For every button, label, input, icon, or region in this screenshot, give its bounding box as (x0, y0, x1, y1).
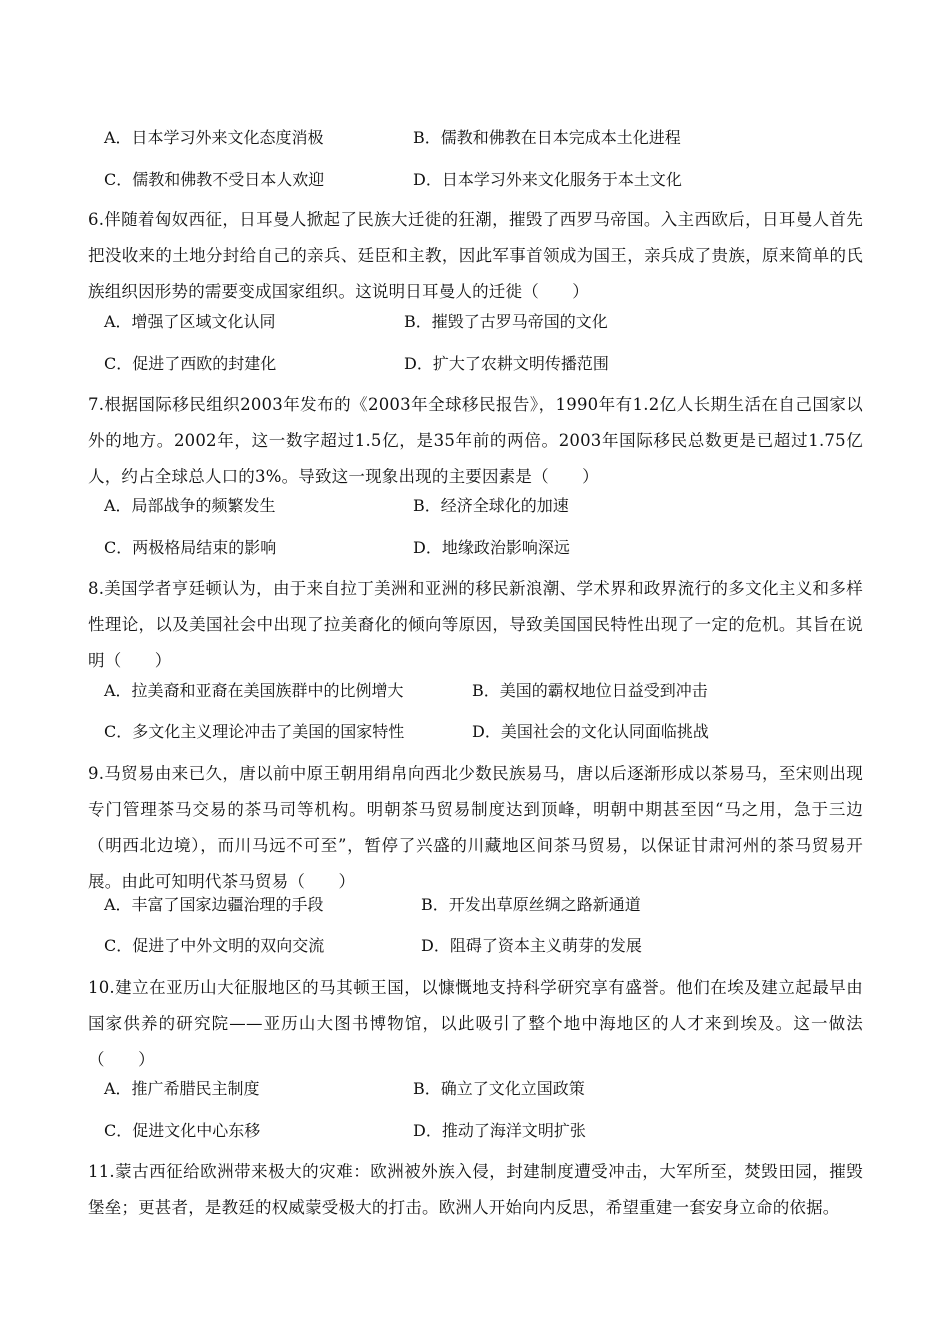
q9-option-a: A．丰富了国家边疆治理的手段 (104, 895, 324, 914)
q7-option-b: B．经济全球化的加速 (413, 496, 569, 515)
q8-option-b: B．美国的霸权地位日益受到冲击 (472, 681, 708, 700)
q5-option-a: A．日本学习外来文化态度消极 (104, 128, 324, 147)
q8-stem: 8.美国学者亨廷顿认为，由于来自拉丁美洲和亚洲的移民新浪潮、学术界和政界流行的多文化主义和多样性理论，以及美国社会中出现了拉美裔化的倾向等原因，导致美国国民特性出现了一定的危机。其旨在说明（ ） (88, 579, 863, 670)
q6-option-d: D．扩大了农耕文明传播范围 (404, 354, 609, 373)
q5-option-b: B．儒教和佛教在日本完成本土化进程 (413, 128, 681, 147)
q9-option-b: B．开发出草原丝绸之路新通道 (421, 895, 641, 914)
q9-option-c: C．促进了中外文明的双向交流 (104, 936, 325, 955)
q10-option-a: A．推广希腊民主制度 (104, 1079, 260, 1098)
q10-stem: 10.建立在亚历山大征服地区的马其顿王国，以慷慨地支持科学研究享有盛誉。他们在埃及建立起最早由国家供养的研究院——亚历山大图书博物馆，以此吸引了整个地中海地区的人才来到埃及。这一做法（ ） (88, 978, 863, 1069)
q6-stem: 6.伴随着匈奴西征，日耳曼人掀起了民族大迁徙的狂潮，摧毁了西罗马帝国。入主西欧后，日耳曼人首先把没收来的土地分封给自己的亲兵、廷臣和主教，因此军事首领成为国王，亲兵成了贵族，原来简单的氏族组织因形势的需要变成国家组织。这说明日耳曼人的迁徙（ ） (88, 210, 863, 301)
q8-option-c: C．多文化主义理论冲击了美国的国家特性 (104, 722, 405, 741)
q10-option-b: B．确立了文化立国政策 (413, 1079, 585, 1098)
q7-option-d: D．地缘政治影响深远 (413, 538, 570, 557)
q10-option-c: C．促进文化中心东移 (104, 1121, 261, 1140)
q6-option-a: A．增强了区域文化认同 (104, 312, 276, 331)
q9-stem: 9.马贸易由来已久，唐以前中原王朝用绢帛向西北少数民族易马，唐以后逐渐形成以茶易马，至宋则出现专门管理茶马交易的茶马司等机构。明朝茶马贸易制度达到顶峰，明朝中期甚至因“马之用，急于三边（明西北边境），而川马远不可至”，暂停了兴盛的川藏地区间茶马贸易，以保证甘肃河州的茶马贸易开展。由此可知明代茶马贸易（ ） (88, 764, 863, 891)
q6-option-c: C．促进了西欧的封建化 (104, 354, 277, 373)
q7-option-a: A．局部战争的频繁发生 (104, 496, 276, 515)
q11-stem: 11.蒙古西征给欧洲带来极大的灾难：欧洲被外族入侵，封建制度遭受冲击，大军所至，焚毁田园，摧毁堡垒；更甚者，是教廷的权威蒙受极大的打击。欧洲人开始向内反思，希望重建一套安身立命的依据。 (88, 1162, 863, 1217)
q7-option-c: C．两极格局结束的影响 (104, 538, 277, 557)
q5-option-c: C．儒教和佛教不受日本人欢迎 (104, 170, 325, 189)
q8-option-d: D．美国社会的文化认同面临挑战 (472, 722, 709, 741)
q5-option-d: D．日本学习外来文化服务于本土文化 (413, 170, 682, 189)
q10-option-d: D．推动了海洋文明扩张 (413, 1121, 586, 1140)
q9-option-d: D．阻碍了资本主义萌芽的发展 (421, 936, 642, 955)
q7-stem: 7.根据国际移民组织2003年发布的《2003年全球移民报告》，1990年有1.2亿人长期生活在自己国家以外的地方。2002年，这一数字超过1.5亿，是35年前的两倍。2003年国际移民总数更是已超过1.75亿人，约占全球总人口的3%。导致这一现象出现的主要因素是（ ） (88, 395, 863, 486)
q8-option-a: A．拉美裔和亚裔在美国族群中的比例增大 (104, 681, 404, 700)
q6-option-b: B．摧毁了古罗马帝国的文化 (404, 312, 608, 331)
